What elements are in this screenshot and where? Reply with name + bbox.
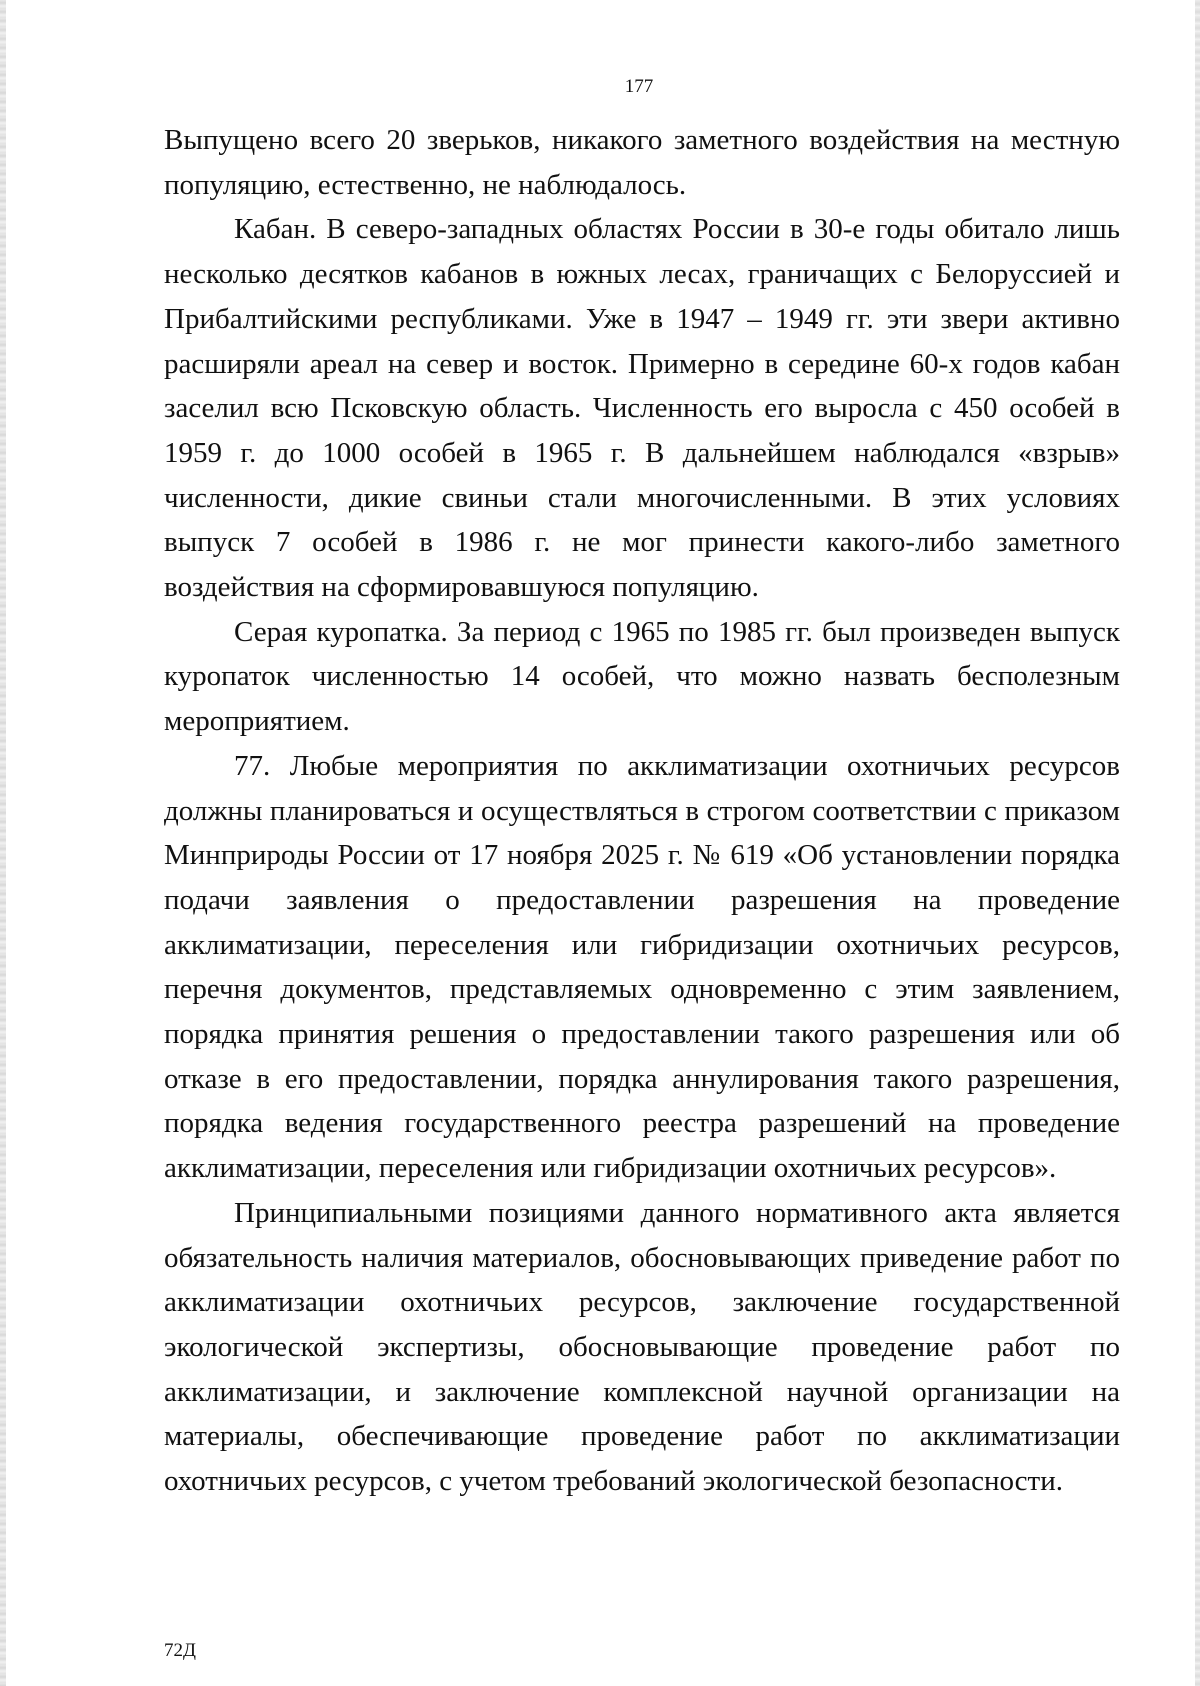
footer-code: 72Д — [164, 1640, 196, 1661]
document-body — [164, 118, 1120, 1504]
scan-edge-right — [1195, 0, 1200, 1686]
paragraph-grey-partridge: Серая куропатка. За период с 1965 по 1985 гг. был произведен выпуск куропаток численностью 14 особей, что можно назвать бесполезным мероприятием. — [164, 615, 1120, 738]
paragraph-principal-positions: Принципиальными позициями данного нормативного акта является обязательность наличия материалов, обосновывающих приведение работ по акклиматизации охотничьих ресурсов, заключение государственной экологической экспертизы, обосновывающие проведение работ по акклиматизации, и заключение комплексной научной организации на материалы, обеспечивающие проведение работ по акклиматизации охотничьих ресурсов, с учетом требований экологической безопасности. — [164, 1196, 1120, 1498]
page-number-text: 177 — [624, 76, 654, 97]
paragraph-item-77: 77. Любые мероприятия по акклиматизации охотничьих ресурсов должны планироваться и осуществляться в строгом соответствии с приказом Минприроды России от 17 ноября 2025 г. № 619 «Об установлении порядка подачи заявления о предоставлении разрешения на проведение акклиматизации, переселения или гибридизации охотничьих ресурсов, перечня документов, представляемых одновременно с этим заявлением, порядка принятия решения о предоставлении такого разрешения или об отказе в его предоставлении, порядка аннулирования такого разрешения, порядка ведения государственного реестра разрешений на проведение акклиматизации, переселения или гибридизации охотничьих ресурсов». — [164, 749, 1120, 1185]
paragraph-wild-boar: Кабан. В северо-западных областях России в 30-е годы обитало лишь несколько десятков кабанов в южных лесах, граничащих с Белоруссией и Прибалтийскими республиками. Уже в 1947 – 1949 гг. эти звери активно расширяли ареал на север и восток. Примерно в середине 60-х годов кабан заселил всю Псковскую область. Численность его выросла с 450 особей в 1959 г. до 1000 особей в 1965 г. В дальнейшем наблюдался «взрыв» численности, дикие свиньи стали многочисленными. В этих условиях выпуск 7 особей в 1986 г. не мог принести какого-либо заметного воздействия на сформировавшуюся популяцию. — [164, 213, 1120, 604]
paragraph-continuation: Выпущено всего 20 зверьков, никакого заметного воздействия на местную популяцию, естественно, не наблюдалось. — [164, 124, 1120, 201]
page-number — [0, 76, 1200, 98]
scan-edge-left — [0, 0, 6, 1686]
